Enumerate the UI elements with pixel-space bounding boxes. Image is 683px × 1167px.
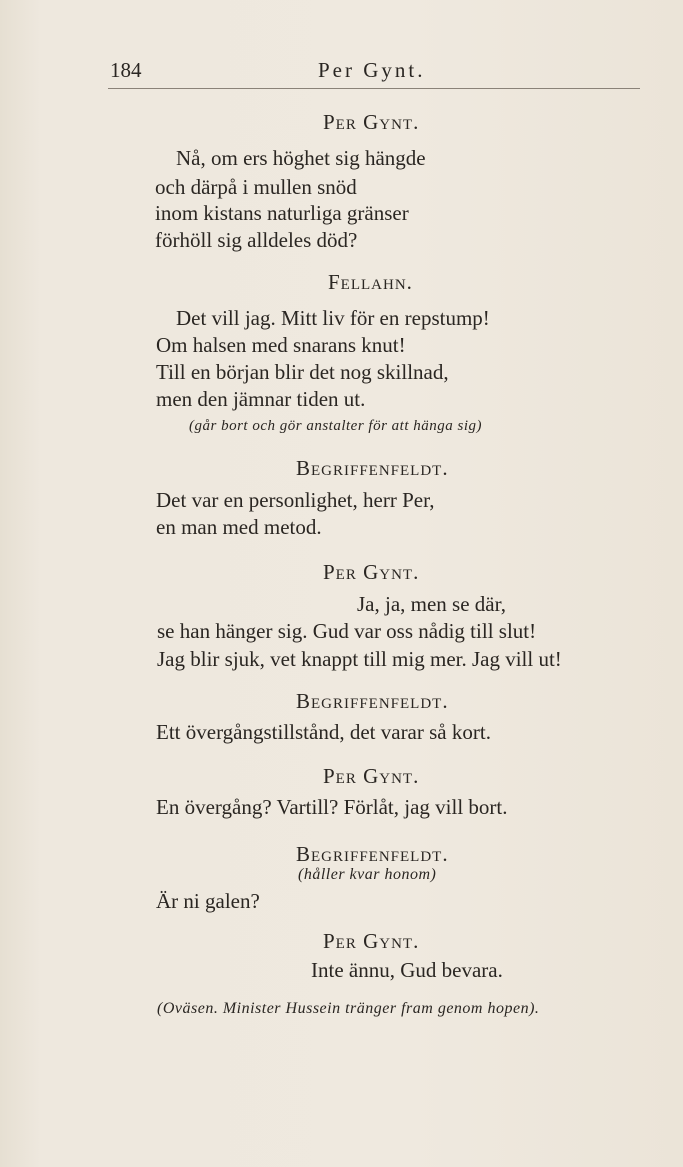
speaker-begriffenfeldt: Begriffenfeldt. bbox=[296, 689, 449, 713]
header-rule bbox=[108, 88, 640, 89]
verse-line: Det vill jag. Mitt liv för en repstump! bbox=[176, 306, 490, 330]
verse-line: inom kistans naturliga gränser bbox=[155, 201, 409, 225]
verse-line: Är ni galen? bbox=[156, 889, 260, 913]
speaker-fellahn: Fellahn. bbox=[328, 270, 413, 294]
speaker-per-gynt: Per Gynt. bbox=[323, 929, 420, 953]
speaker-per-gynt: Per Gynt. bbox=[323, 560, 420, 584]
verse-line: Inte ännu, Gud bevara. bbox=[311, 958, 503, 982]
verse-line: men den jämnar tiden ut. bbox=[156, 387, 366, 411]
verse-line: Det var en personlighet, herr Per, bbox=[156, 488, 435, 512]
verse-line: Nå, om ers höghet sig hängde bbox=[176, 146, 426, 170]
speaker-per-gynt: Per Gynt. bbox=[323, 764, 420, 788]
verse-line: Ja, ja, men se där, bbox=[357, 592, 507, 616]
verse-line: En övergång? Vartill? Förlåt, jag vill bort. bbox=[156, 795, 508, 819]
running-title: Per Gynt. bbox=[318, 58, 426, 82]
stage-direction: (håller kvar honom) bbox=[298, 866, 437, 883]
speaker-begriffenfeldt: Begriffenfeldt. bbox=[296, 456, 449, 480]
verse-line: Jag blir sjuk, vet knappt till mig mer. Jag vill ut! bbox=[157, 647, 562, 671]
verse-line: Till en början blir det nog skillnad, bbox=[156, 360, 449, 384]
page-number: 184 bbox=[110, 58, 142, 82]
verse-line: en man med metod. bbox=[156, 515, 322, 539]
verse-line: se han hänger sig. Gud var oss nådig till slut! bbox=[157, 619, 537, 643]
stage-direction: (Oväsen. Minister Hussein tränger fram genom hopen). bbox=[157, 1000, 540, 1017]
stage-direction: (går bort och gör anstalter för att hänga sig) bbox=[189, 418, 483, 434]
speaker-begriffenfeldt: Begriffenfeldt. bbox=[296, 842, 449, 866]
verse-line: Om halsen med snarans knut! bbox=[156, 333, 406, 357]
verse-line: Ett övergångstillstånd, det varar så kort. bbox=[156, 720, 491, 744]
verse-line: och därpå i mullen snöd bbox=[155, 175, 357, 199]
verse-line: förhöll sig alldeles död? bbox=[155, 228, 358, 252]
speaker-per-gynt: Per Gynt. bbox=[323, 110, 420, 134]
